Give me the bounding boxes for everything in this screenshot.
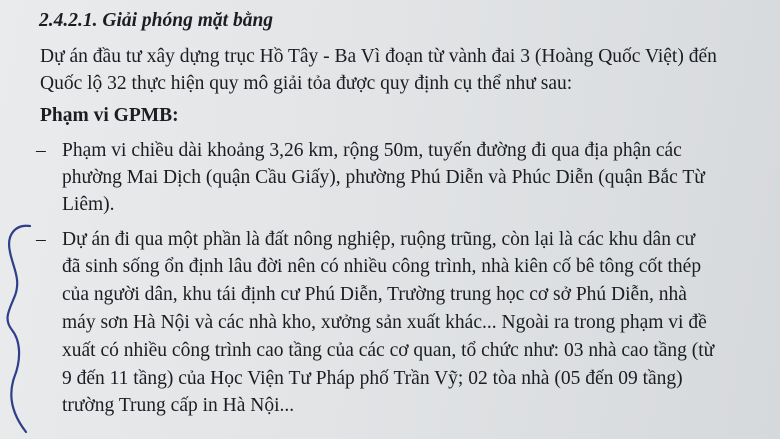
bullet-2-line-7: trường Trung cấp in Hà Nội... [62, 395, 295, 416]
bullet-2-line-3: của người dân, khu tái định cư Phú Diễn, Trường trung học cơ sở Phú Diễn, nhà [62, 284, 687, 305]
subheading: Phạm vi GPMB: [40, 105, 179, 126]
bullet-2-line-5: xuất có nhiều công trình cao tầng của các cơ quan, tổ chức như: 03 nhà cao tầng (từ [62, 340, 715, 361]
intro-line-2: Quốc lộ 32 thực hiện quy mô giải tỏa được quy định cụ thể như sau: [40, 73, 573, 94]
bullet-1-line-3: Liêm). [62, 194, 115, 215]
bullet-1-line-1: Phạm vi chiều dài khoảng 3,26 km, rộng 50m, tuyến đường đi qua địa phận các [62, 140, 682, 161]
bullet-marker: – [36, 140, 46, 161]
bullet-2-line-1: Dự án đi qua một phần là đất nông nghiệp, ruộng trũng, còn lại là các khu dân cư [62, 229, 696, 250]
bullet-2-line-6: 9 đến 11 tầng) của Học Viện Tư Pháp phố Trần Vỹ; 02 tòa nhà (05 đến 09 tầng) [62, 368, 683, 389]
bullet-2-line-4: máy sơn Hà Nội và các nhà kho, xưởng sản xuất khác... Ngoài ra trong phạm vi đề [62, 312, 707, 333]
handwritten-brace-mark [0, 218, 40, 438]
bullet-1-line-2: phường Mai Dịch (quận Cầu Giấy), phường Phú Diễn và Phúc Diễn (quận Bắc Từ [62, 167, 705, 188]
bullet-marker: – [36, 229, 46, 250]
intro-line-1: Dự án đầu tư xây dựng trục Hồ Tây - Ba Vì đoạn từ vành đai 3 (Hoàng Quốc Việt) đến [40, 46, 717, 67]
section-heading: 2.4.2.1. Giải phóng mặt bằng [39, 10, 274, 31]
bullet-2-line-2: đã sinh sống ổn định lâu đời nên có nhiều công trình, nhà kiên cố bê tông cốt thép [62, 256, 702, 277]
